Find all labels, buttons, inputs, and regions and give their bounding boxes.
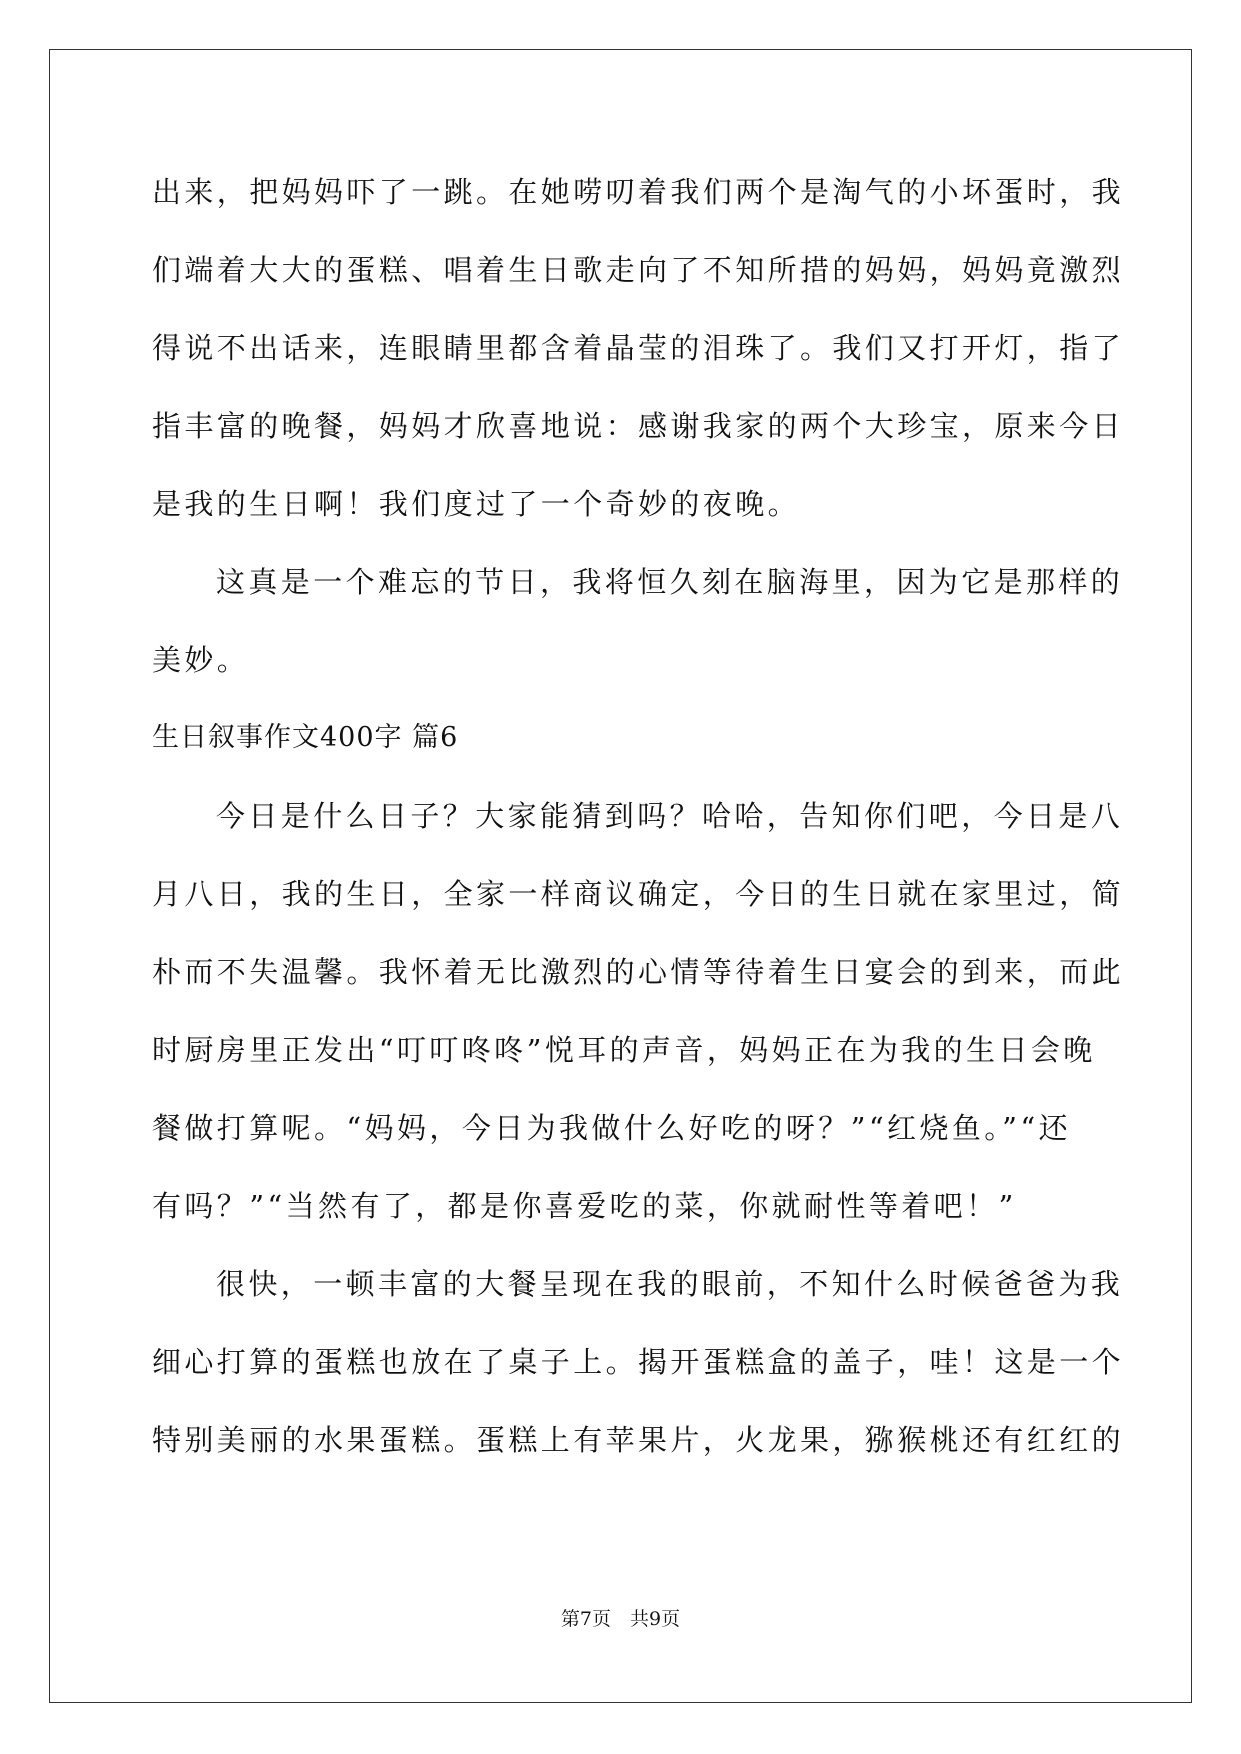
paragraph-line: 月八日，我的生日，全家一样商议确定，今日的生日就在家里过，简 [152, 877, 1125, 911]
paragraph-line: 得说不出话来，连眼睛里都含着晶莹的泪珠了。我们又打开灯，指了 [152, 331, 1125, 365]
paragraph-line: 美妙。 [152, 643, 250, 677]
paragraph-line: 今日是什么日子？大家能猜到吗？哈哈，告知你们吧，今日是八 [216, 799, 1124, 833]
page-number-footer: 第7页 共9页 [560, 1608, 681, 1630]
paragraph-line: 特别美丽的水果蛋糕。蛋糕上有苹果片，火龙果，猕猴桃还有红红的 [152, 1423, 1125, 1457]
paragraph-line: 细心打算的蛋糕也放在了桌子上。揭开蛋糕盒的盖子，哇！这是一个 [152, 1345, 1125, 1379]
paragraph-line: 朴而不失温馨。我怀着无比激烈的心情等待着生日宴会的到来，而此 [152, 955, 1125, 989]
paragraph-line: 们端着大大的蛋糕、唱着生日歌走向了不知所措的妈妈，妈妈竟激烈 [152, 253, 1125, 287]
paragraph-line: 这真是一个难忘的节日，我将恒久刻在脑海里，因为它是那样的 [216, 565, 1124, 599]
paragraph-line: 是我的生日啊！我们度过了一个奇妙的夜晚。 [152, 487, 801, 521]
paragraph-line: 有吗？”“当然有了，都是你喜爱吃的菜，你就耐性等着吧！” [152, 1189, 1017, 1223]
paragraph-line: 餐做打算呢。“妈妈，今日为我做什么好吃的呀？”“红烧鱼。”“还 [152, 1111, 1072, 1145]
section-heading: 生日叙事作文400字 篇6 [152, 722, 459, 753]
paragraph-line: 很快，一顿丰富的大餐呈现在我的眼前，不知什么时候爸爸为我 [216, 1267, 1124, 1301]
paragraph-line: 时厨房里正发出“叮叮咚咚”悦耳的声音，妈妈正在为我的生日会晚 [152, 1033, 1096, 1067]
paragraph-line: 出来，把妈妈吓了一跳。在她唠叨着我们两个是淘气的小坏蛋时，我 [152, 175, 1125, 209]
paragraph-line: 指丰富的晚餐，妈妈才欣喜地说：感谢我家的两个大珍宝，原来今日 [152, 409, 1125, 443]
